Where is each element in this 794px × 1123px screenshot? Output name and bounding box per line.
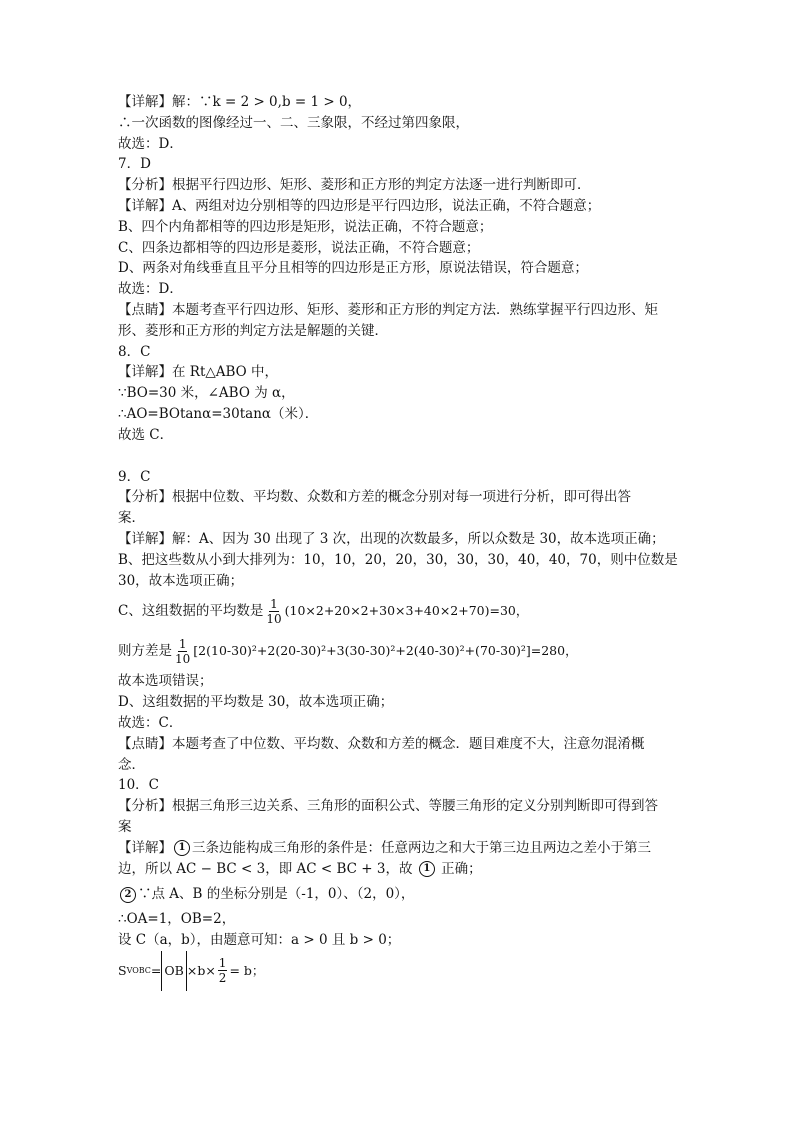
fraction-denominator: 2: [218, 971, 227, 986]
mean-formula-line: [118, 591, 698, 631]
detail-line: [118, 879, 698, 909]
variance-formula-line: [118, 631, 698, 671]
text-segment: 边，所以 AC − BC < 3，即 AC < BC + 3，故: [118, 860, 413, 877]
text-line: ∴AO=BOtanα=30tanα（米）．: [118, 405, 319, 422]
text-line: 案．: [118, 510, 145, 527]
text-line: 故选 C．: [118, 426, 174, 443]
question-number: 8．C: [118, 343, 151, 360]
text-line: ∴一次函数的图像经过一、二、三象限，不经过第四象限，: [118, 114, 469, 131]
fraction-denominator: 10: [175, 651, 191, 666]
formula-text: (10×2+20×2+30×3+40×2+70)=30，: [284, 603, 529, 619]
text-line: 故选：C．: [118, 714, 183, 731]
text-line: 【详解】解：∵k = 2 > 0,b = 1 > 0，: [118, 94, 362, 110]
text-line: ∵BO=30 米，∠ABO 为 α，: [118, 385, 295, 402]
text-line: 【点睛】本题考查平行四边形、矩形、菱形和正方形的判定方法．熟练掌握平行四边形、矩: [118, 301, 658, 318]
fraction-one-tenth: [265, 597, 282, 626]
text-line: ∴OA=1，OB=2，: [118, 911, 236, 928]
text-line: 【分析】根据三角形三边关系、三角形的面积公式、等腰三角形的定义分别判断即可得到答: [118, 798, 658, 815]
area-subscript: VOBC: [126, 965, 151, 975]
text-line: 故选：D．: [118, 281, 183, 298]
fraction-one-tenth: [174, 637, 191, 666]
text-line: 念．: [118, 756, 145, 773]
circled-number-2: 2: [120, 887, 136, 903]
equals-sign: =: [150, 962, 162, 978]
formula-text: ×b×: [186, 962, 216, 978]
formula-text: = b；: [229, 962, 265, 978]
text-line: 【详解】在 Rt△ABO 中，: [118, 364, 279, 381]
text-line: 案: [118, 818, 132, 835]
text-line: C、四条边都相等的四边形是菱形，说法正确，不符合题意；: [118, 239, 480, 256]
text-line: 形、菱形和正方形的判定方法是解题的关键．: [118, 322, 388, 339]
text-segment: 【详解】: [118, 839, 172, 856]
text-line: 【分析】根据中位数、平均数、众数和方差的概念分别对每一项进行分析，即可得出答: [118, 489, 631, 506]
detail-line: [118, 859, 698, 880]
absolute-value: OB: [161, 951, 186, 991]
question-number: 7．D: [118, 156, 151, 173]
fraction-one-half: [218, 956, 228, 985]
text-line: 【详解】解：A、因为 30 出现了 3 次，出现的次数最多，所以众数是 30，故本选项正确；: [118, 530, 665, 547]
fraction-numerator: 1: [218, 956, 227, 971]
answer-page: [118, 92, 698, 991]
fraction-denominator: 10: [266, 611, 282, 626]
formula-text: [2(10-30)²+2(20-30)²+3(30-30)²+2(40-30)²+(70-30)²]=280，: [193, 643, 578, 659]
text-segment: 则方差是: [118, 643, 172, 660]
text-line: D、两条对角线垂直且平分且相等的四边形是正方形，原说法错误，符合题意；: [118, 260, 588, 277]
text-segment: 三条边能构成三角形的条件是：任意两边之和大于第三边且两边之差小于第三: [192, 839, 651, 856]
question-number: 10．C: [118, 777, 160, 794]
question-number: 9．C: [118, 468, 151, 485]
text-line: 故本选项错误；: [118, 673, 213, 690]
fraction-numerator: 1: [178, 636, 187, 651]
spacer: [118, 446, 698, 467]
fraction-numerator: 1: [270, 596, 278, 611]
text-line: 故选：D．: [118, 135, 183, 152]
detail-line: [118, 838, 698, 859]
text-line: 【点睛】本题考查了中位数、平均数、众数和方差的概念．题目难度不大，注意勿混淆概: [118, 735, 645, 752]
area-symbol: S: [118, 962, 127, 978]
text-line: B、把这些数从小到大排列为：10，10，20，20，30，30，30，40，40，70，则中位数是: [118, 551, 678, 568]
text-segment: ∵点 A、B 的坐标分别是（-1，0）、（2，0），: [138, 886, 415, 903]
text-segment: C、这组数据的平均数是: [118, 603, 264, 620]
circled-number-1: 1: [419, 861, 435, 877]
text-line: B、四个内角都相等的四边形是矩形，说法正确，不符合题意；: [118, 218, 493, 235]
text-line: D、这组数据的平均数是 30，故本选项正确；: [118, 694, 394, 711]
text-line: 30，故本选项正确；: [118, 572, 244, 589]
text-segment: 正确；: [441, 860, 482, 877]
area-formula-line: [118, 951, 698, 991]
circled-number-1: 1: [174, 840, 190, 856]
text-line: 【详解】A、两组对边分别相等的四边形是平行四边形，说法正确，不符合题意；: [118, 197, 601, 214]
text-line: 【分析】根据平行四边形、矩形、菱形和正方形的判定方法逐一进行判断即可．: [118, 177, 591, 194]
text-line: 设 C（a，b），由题意可知：a > 0 且 b > 0；: [118, 932, 401, 949]
